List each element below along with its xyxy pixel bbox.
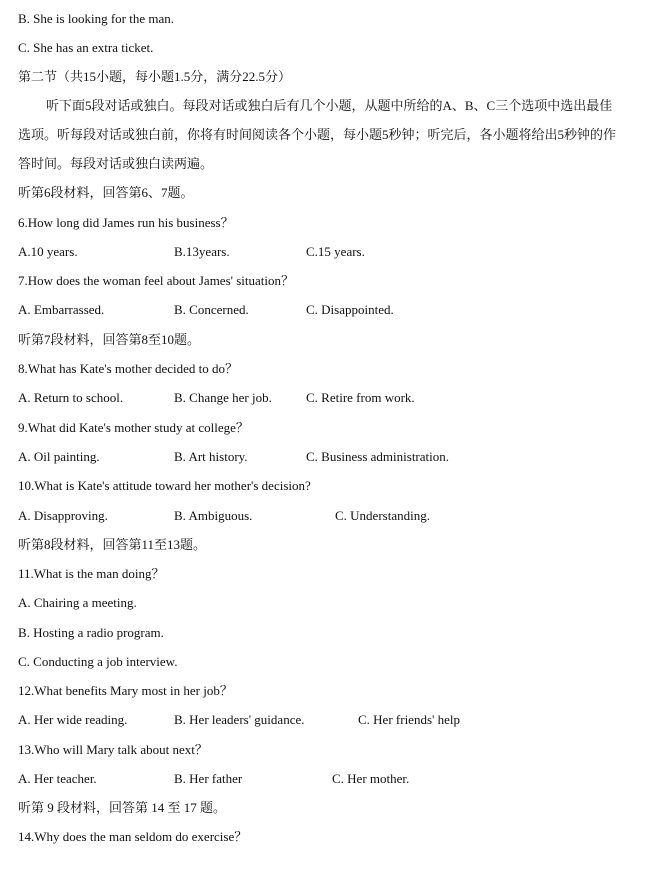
question-13-option-a: A. Her teacher.: [18, 771, 97, 786]
question-11-option-b: B. Hosting a radio program.: [18, 625, 164, 640]
question-10-option-c: C. Understanding.: [335, 508, 430, 523]
question-6-option-a: A.10 years.: [18, 244, 78, 259]
question-6-option-b: B.13years.: [174, 244, 230, 259]
instructions-line-3: 答时间。每段对话或独白读两遍。: [18, 156, 214, 171]
instructions-line-1: 听下面5段对话或独白。每段对话或独白后有几个小题，从题中所给的A、B、C三个选项中选出最佳: [46, 98, 613, 113]
question-11-option-a: A. Chairing a meeting.: [18, 595, 137, 610]
question-9-option-a: A. Oil painting.: [18, 449, 100, 464]
question-13: 13.Who will Mary talk about next？: [18, 742, 208, 757]
question-12-option-c: C. Her friends' help: [358, 712, 460, 727]
question-13-option-b: B. Her father: [174, 771, 243, 786]
question-12-option-a: A. Her wide reading.: [18, 712, 128, 727]
passage-7-heading: 听第7段材料，回答第8至10题。: [18, 332, 201, 347]
question-6: 6.How long did James run his business？: [18, 215, 234, 230]
question-9: 9.What did Kate's mother study at college？: [18, 420, 249, 435]
question-12: 12.What benefits Mary most in her job？: [18, 683, 233, 698]
question-10-option-b: B. Ambiguous.: [174, 508, 253, 523]
question-8-option-b: B. Change her job.: [174, 390, 272, 405]
question-11-option-c: C. Conducting a job interview.: [18, 654, 178, 669]
instructions-line-2: 选项。听每段对话或独白前，你将有时间阅读各个小题，每小题5秒钟；听完后，各小题将给出5秒钟的作: [18, 127, 617, 142]
q5-option-b: B. She is looking for the man.: [18, 11, 174, 26]
question-7-option-b: B. Concerned.: [174, 302, 249, 317]
question-7: 7.How does the woman feel about James' situation？: [18, 273, 295, 288]
question-7-option-c: C. Disappointed.: [306, 302, 394, 317]
section-heading: 第二节（共15小题，每小题1.5分，满分22.5分）: [18, 69, 292, 84]
question-10: 10.What is Kate's attitude toward her mother's decision?: [18, 478, 311, 493]
question-6-option-c: C.15 years.: [306, 244, 365, 259]
question-12-option-b: B. Her leaders' guidance.: [174, 712, 305, 727]
question-14: 14.Why does the man seldom do exercise？: [18, 829, 248, 844]
question-7-option-a: A. Embarrassed.: [18, 302, 105, 317]
question-9-option-b: B. Art history.: [174, 449, 248, 464]
passage-9-heading: 听第 9 段材料，回答第 14 至 17 题。: [18, 800, 227, 815]
question-8-option-a: A. Return to school.: [18, 390, 124, 405]
question-8-option-c: C. Retire from work.: [306, 390, 415, 405]
question-9-option-c: C. Business administration.: [306, 449, 449, 464]
question-11: 11.What is the man doing？: [18, 566, 165, 581]
q5-option-c: C. She has an extra ticket.: [18, 40, 154, 55]
question-8: 8.What has Kate's mother decided to do？: [18, 361, 239, 376]
passage-6-heading: 听第6段材料，回答第6、7题。: [18, 185, 194, 200]
passage-8-heading: 听第8段材料，回答第11至13题。: [18, 537, 207, 552]
question-10-option-a: A. Disapproving.: [18, 508, 108, 523]
question-13-option-c: C. Her mother.: [332, 771, 410, 786]
